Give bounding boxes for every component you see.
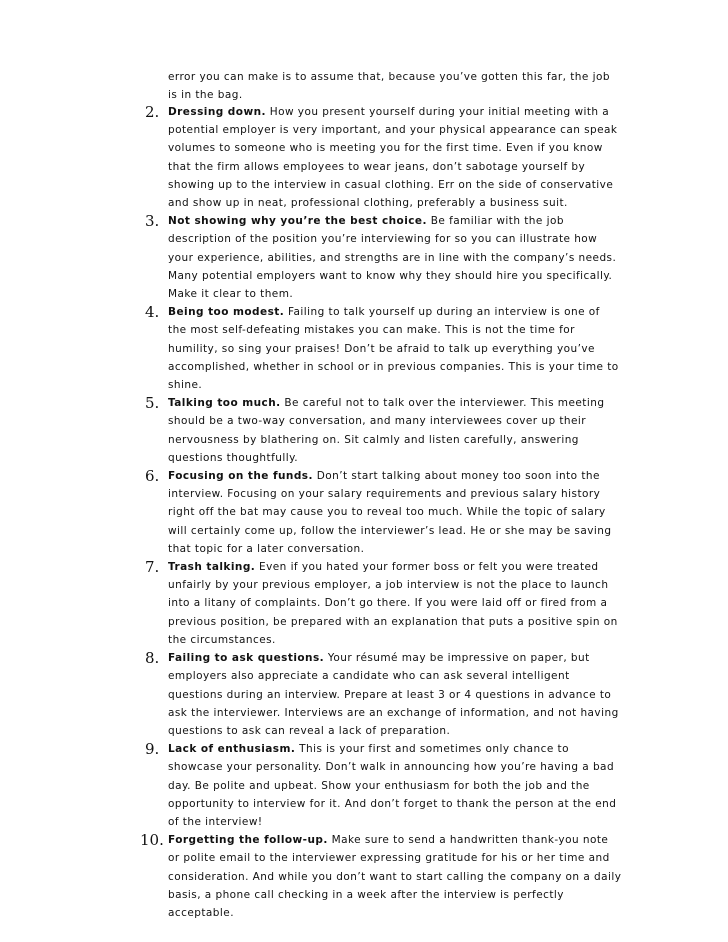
item-heading: Failing to ask questions.	[168, 652, 325, 665]
list-item	[0, 467, 728, 558]
item-paragraph	[168, 649, 622, 740]
item-body: Don’t start talking about money too soon into the interview. Focusing on your salary requirements and previous salary history right off the bat may cause you to reveal too much. While the topic of salary will certainly come up, follow the interviewer’s lead. He or she may be saving that topic for a later conversation.	[168, 470, 612, 555]
item-paragraph	[168, 740, 622, 831]
list-item	[0, 649, 728, 740]
list-item	[0, 831, 728, 922]
item-body: How you present yourself during your initial meeting with a potential employer is very important, and your physical appearance can speak volumes to someone who is meeting you for the first time. Even if you know that the firm allows employees to wear jeans, don’t sabotage yourself by showing up to the interview in casual clothing. Err on the side of conservative and show up in neat, professional clothing, preferably a business suit.	[168, 106, 618, 210]
item-body: Be careful not to talk over the interviewer. This meeting should be a two-way conversation, and many interviewees cover up their nervousness by blathering on. Sit calmly and listen carefully, answering questions thoughtfully.	[168, 397, 605, 464]
item-heading: Focusing on the funds.	[168, 470, 313, 483]
item-body: Failing to talk yourself up during an interview is one of the most self-defeating mistakes you can make. This is not the time for humility, so sing your praises! Don’t be afraid to talk up everything you’ve accomplished, whether in school or in previous companies. This is your time to shine.	[168, 306, 619, 392]
item-body: Your résumé may be impressive on paper, but employers also appreciate a candidate who can ask several intelligent questions during an interview. Prepare at least 3 or 4 questions in advance to ask the interviewer. Interviews are an exchange of information, and not having questions to ask can reveal a lack of preparation.	[168, 652, 619, 737]
list-item	[0, 103, 728, 212]
item-number: 9.	[145, 740, 160, 759]
item-number: 7.	[145, 558, 160, 577]
item-number: 3.	[145, 212, 160, 231]
item-heading: Dressing down.	[168, 106, 266, 118]
item-heading: Trash talking.	[168, 561, 256, 574]
item-paragraph	[168, 103, 622, 212]
item-number: 8.	[145, 649, 160, 668]
item-paragraph	[168, 303, 622, 394]
continuation-paragraph: error you can make is to assume that, because you’ve gotten this far, the job is in the bag.	[168, 71, 610, 102]
item-body: Make sure to send a handwritten thank-you note or polite email to the interviewer expressing gratitude for his or her time and consideration. And while you don’t want to start calling the company on a daily basis, a phone call checking in a week after the interview is perfectly acceptable.	[168, 834, 622, 919]
item-number: 2.	[145, 103, 160, 121]
item-body: This is your first and sometimes only chance to showcase your personality. Don’t walk in announcing how you’re having a bad day. Be polite and upbeat. Show your enthusiasm for both the job and the opportunity to interview for it. And don’t forget to thank the person at the end of the interview!	[168, 743, 617, 828]
item-body: Be familiar with the job description of the position you’re interviewing for so you can illustrate how your experience, abilities, and strengths are in line with the company’s needs. Many potential employers want to know why they should hire you specifically. Make it clear to them.	[168, 215, 617, 301]
mistakes-list	[0, 103, 728, 922]
item-heading: Forgetting the follow-up.	[168, 834, 328, 847]
item-number: 6.	[145, 467, 160, 486]
list-item	[0, 558, 728, 649]
list-item	[0, 740, 728, 831]
item-paragraph	[168, 394, 622, 467]
item-paragraph	[168, 558, 622, 649]
item-paragraph	[168, 831, 622, 922]
item-heading: Not showing why you’re the best choice.	[168, 215, 427, 228]
item-heading: Lack of enthusiasm.	[168, 743, 296, 756]
item-paragraph	[168, 212, 622, 303]
item-paragraph	[168, 467, 622, 558]
item-body: Even if you hated your former boss or felt you were treated unfairly by your previous employer, a job interview is not the place to launch into a litany of complaints. Don’t go there. If you were laid off or fired from a previous position, be prepared with an explanation that puts a positive spin on the circumstances.	[168, 561, 618, 646]
list-item	[0, 394, 728, 467]
item-number: 5.	[145, 394, 160, 413]
item-number: 10.	[140, 831, 164, 850]
list-item	[0, 303, 728, 394]
list-item	[0, 212, 728, 303]
item-heading: Talking too much.	[168, 397, 281, 410]
item-number: 4.	[145, 303, 160, 322]
item-heading: Being too modest.	[168, 306, 285, 319]
